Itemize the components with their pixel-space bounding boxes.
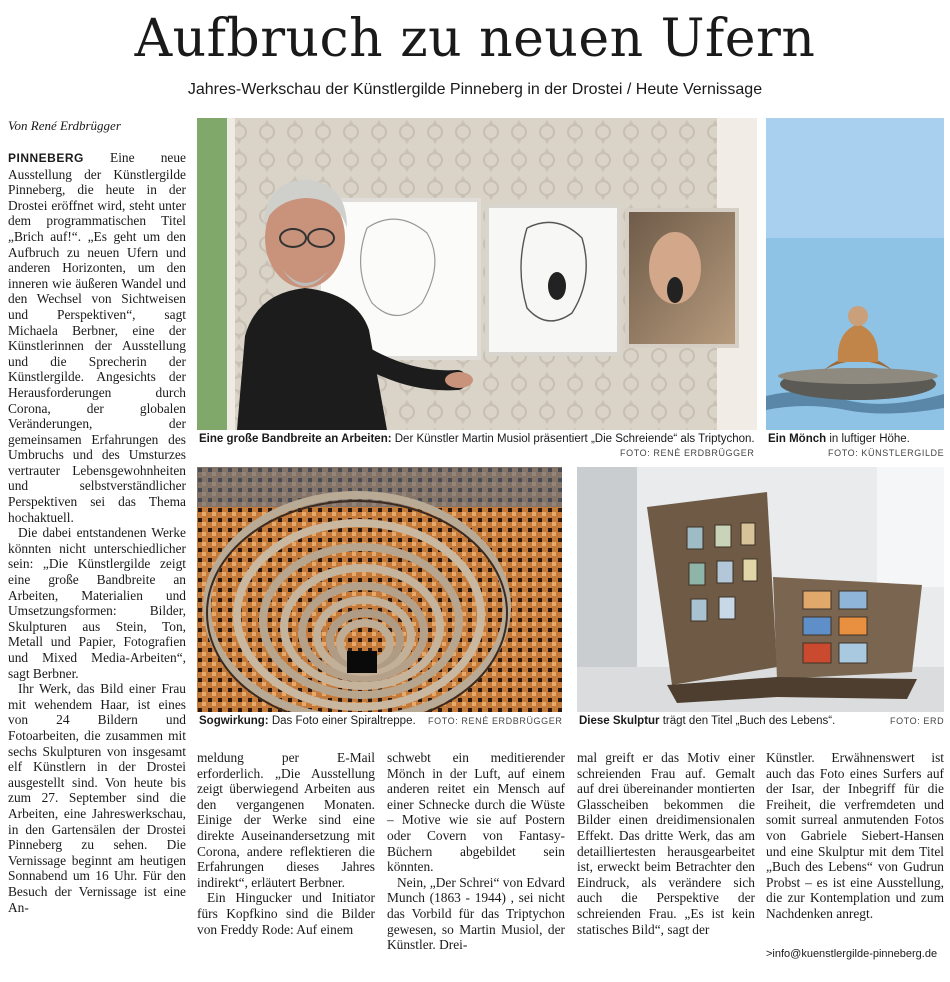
caption-text: trägt den Titel „Buch des Lebens“. (659, 715, 836, 727)
caption-lead: Diese Skulptur (579, 715, 660, 727)
caption-lead: Ein Mönch (768, 433, 827, 445)
paragraph: Ein Hingucker und Initiator fürs Kopfkino sind die Bilder von Freddy Rode: Auf einem (197, 890, 375, 937)
photo-credit: FOTO: ERD (890, 716, 945, 726)
contact-email-link[interactable]: >info@kuenstlergilde-pinneberg.de (766, 948, 938, 960)
paragraph (8, 150, 186, 525)
spiral-staircase-image (197, 467, 562, 712)
caption-text: in luftiger Höhe. (826, 433, 910, 445)
photo-spiral-staircase (197, 467, 562, 712)
paragraph: mal greift er das Motiv einer schreienden Frau auf. Gemalt auf drei übereinander montierten Glasscheiben bekommen die Bilder einen dreidimensionalen Effekt. Das dritte Werk, das am detailliertesten herausgearbeitet ist, erweckt beim Betrachter den Eindruck, als verändere sich auch die Perspektive der schreienden Frau. „Es ist kein statisches Bild“, sagt der (577, 750, 755, 937)
dateline: PINNEBERG (8, 151, 84, 165)
article-column-4 (577, 750, 755, 937)
paragraph: Die dabei entstandenen Werke könnten nicht unterschiedlicher sein: „Die Künstlergilde zeigt eine große Bandbreite an Arbeiten, Materialien und Umsetzungsformen: Bilder, Skulpturen aus Stein, Ton, Metall und Papier, Fotografien und Mixed Media-Arbeiten“, sagt Berbner. (8, 525, 186, 681)
photo-caption (579, 714, 869, 728)
article-column-5 (766, 750, 944, 922)
caption-lead: Sogwirkung: (199, 715, 269, 727)
paragraph: meldung per E-Mail erforderlich. „Die Ausstellung zeigt überwiegend Arbeiten aus den vergangenen Monaten. Einige der Werke sind eine direkte Auseinandersetzung mit Corona, andere reflektieren die Erfahrungen dieses Jahres indirekt“, erläutert Berbner. (197, 750, 375, 890)
paragraph: schwebt ein meditierender Mönch in der Luft, auf einem anderen reitet ein Mensch auf einer Schnecke durch die Wüste – Motive wie sie auf Postern oder Covern von Fantasy-Büchern abgebildet sein könnten. (387, 750, 565, 875)
artist-triptych-image (197, 118, 757, 430)
paragraph: Ihr Werk, das Bild einer Frau mit wehendem Haar, ist eines von 24 Bildern und Fotoarbeiten, die zusammen mit sechs Skulpturen von insgesamt elf Künstlern in der Drostei ausgestellt sind. Von heute bis zum 27. September sind die Arbeiten, eine Jahreswerkschau, in den Gartensälen der Drostei Pinneberg zu sehen. Die Vernissage beginnt am heutigen Sonnabend um 16 Uhr. Für den Besuch der Vernissage ist eine An- (8, 681, 186, 915)
photo-sculpture (577, 467, 944, 712)
article-column-1 (8, 150, 186, 915)
byline: Von René Erdbrügger (8, 118, 121, 133)
article-column-3 (387, 750, 565, 953)
photo-monk (766, 118, 944, 430)
caption-lead: Eine große Bandbreite an Arbeiten: (199, 433, 392, 445)
photo-caption (199, 432, 757, 446)
subheadline: Jahres-Werkschau der Künstlergilde Pinneberg in der Drostei / Heute Vernissage (187, 81, 763, 98)
photo-credit: FOTO: RENÉ ERDBRÜGGER (428, 716, 563, 726)
caption-text: Das Foto einer Spiraltreppe. (268, 715, 416, 727)
caption-text: Der Künstler Martin Musiol präsentiert „Die Schreiende“ als Triptychon. (391, 433, 755, 445)
paragraph-text: Eine neue Ausstellung der Künstlergilde Pinneberg, die heute in der Drostei eröffnet wird, steht unter dem programmatischen Titel „Brich auf!“. „Es geht um den Aufbruch zu neuen Ufern und anderen Horizonten, um den inneren wie äußeren Wandel und den Wechsel von Sichtweisen und Perspektiven“, sagt Michaela Berbner, eine der Künstlerinnen der Ausstellung und die Sprecherin der Künstlergilde. Angesichts der Herausforderungen durch Corona, der globalen Veränderungen, der gemeinsamen Erfahrungen des Umbruchs und des Umsturzes vertrauter Lebensgewohnheiten und selbstverständlicher Perspektiven sei das Thema hochaktuell. (8, 150, 186, 525)
headline: Aufbruch zu neuen Ufern (134, 9, 816, 69)
paragraph: Künstler. Erwähnenswert ist auch das Foto eines Surfers auf der Isar, der Inbegriff für die Freiheit, die verfremdeten und somit surreal anmutenden Fotos von Gabriele Siebert-Hansen und eine Skulptur mit dem Titel „Buch des Lebens“ von Gudrun Probst – es ist eine Ausstellung, die zur Kontemplation und zum Nachdenken anregt. (766, 750, 944, 921)
paragraph: Nein, „Der Schrei“ von Edvard Munch (1863 - 1944) , sei nicht das Vorbild für das Triptychon gewesen, so Martin Musiol, der Künstler. Drei- (387, 874, 565, 953)
article-column-2 (197, 750, 375, 937)
photo-artist-triptych (197, 118, 757, 430)
photo-credit: FOTO: KÜNSTLERGILDE (828, 448, 945, 458)
monk-image (766, 118, 944, 430)
photo-caption (768, 432, 944, 446)
photo-credit: FOTO: RENÉ ERDBRÜGGER (620, 448, 755, 458)
sculpture-book-image (577, 467, 944, 712)
